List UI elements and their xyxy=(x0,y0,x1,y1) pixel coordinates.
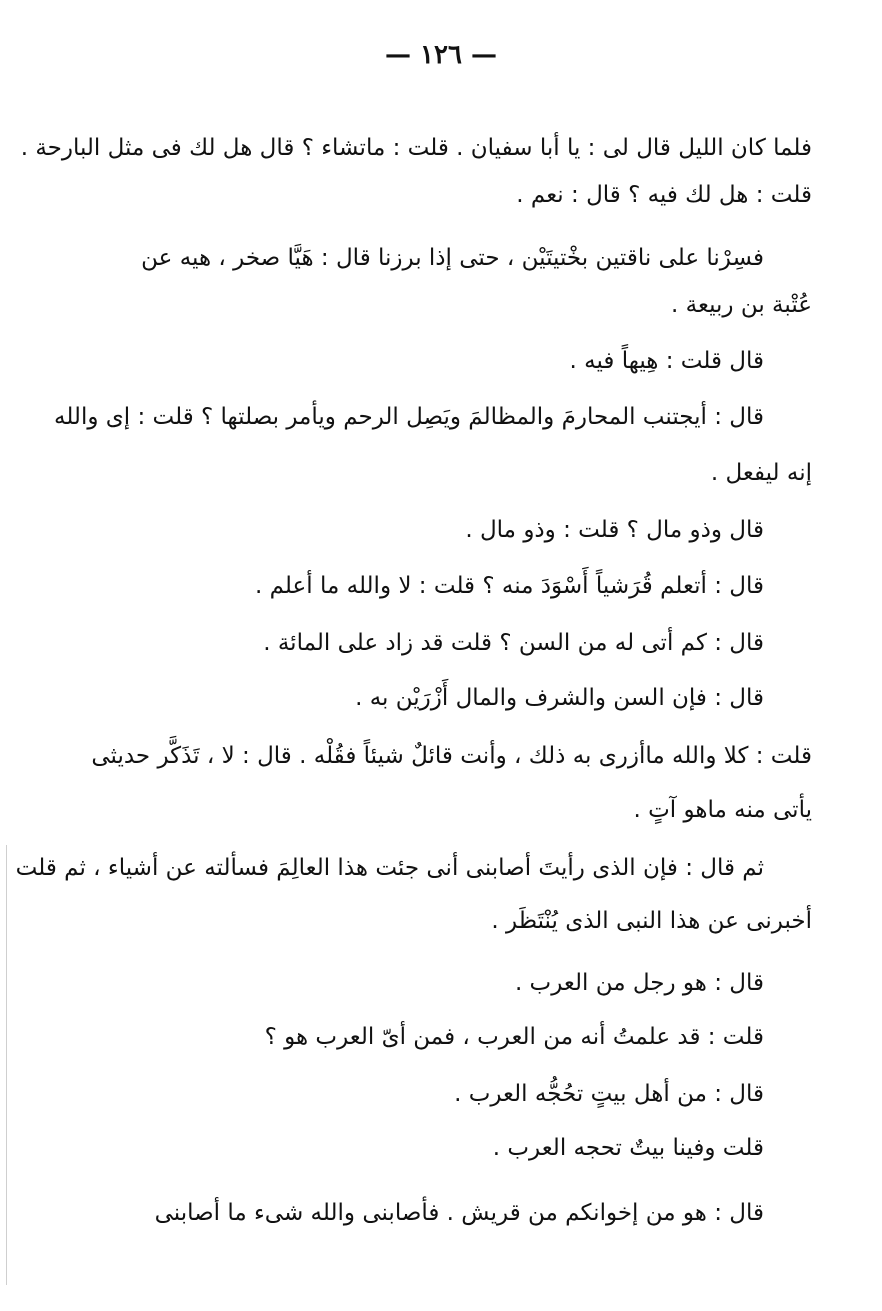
text-line: قلت : هل لك فيه ؟ قال : نعم . xyxy=(516,182,812,208)
text-line: قال : هو رجل من العرب . xyxy=(514,970,764,996)
text-line: قلت : قد علمتُ أنه من العرب ، فمن أىّ العرب هو ؟ xyxy=(264,1024,764,1050)
text-line: قلت : كلا والله ماأزرى به ذلك ، وأنت قائلٌ شيئاً فقُلْه . قال : لا ، تَذَكَّر حديثى xyxy=(91,743,812,769)
text-line: فسِرْنا على ناقتين بخْتيتَيْن ، حتى إذا برزنا قال : هَيَّا صخر ، هيه عن xyxy=(141,245,764,271)
text-line: عُتْبة بن ربيعة . xyxy=(671,292,812,318)
page-edge-line xyxy=(6,845,7,1285)
text-line: أخبرنى عن هذا النبى الذى يُنْتَظَر . xyxy=(491,908,812,934)
text-line: قال : كم أتى له من السن ؟ قلت قد زاد على المائة . xyxy=(263,630,764,656)
text-line: إنه ليفعل . xyxy=(710,460,812,486)
text-line: قال : هو من إخوانكم من قريش . فأصابنى والله شىء ما أصابنى xyxy=(154,1200,764,1226)
text-line: قال : أتعلم قُرَشياً أَسْوَدَ منه ؟ قلت : لا والله ما أعلم . xyxy=(255,573,764,599)
text-line: قال قلت : هِيهاً فيه . xyxy=(569,348,764,374)
text-line: قلت وفينا بيتٌ تحجه العرب . xyxy=(492,1135,764,1161)
text-line: يأتى منه ماهو آتٍ . xyxy=(633,797,812,823)
page-number: — ١٢٦ — xyxy=(384,40,498,70)
text-line: قال : أيجتنب المحارمَ والمظالمَ ويَصِل الرحم ويأمر بصلتها ؟ قلت : إى والله xyxy=(53,404,764,430)
text-line: ثم قال : فإن الذى رأيتَ أصابنى أنى جئت هذا العالِمَ فسألته عن أشياء ، ثم قلت xyxy=(15,855,764,881)
text-line: قال وذو مال ؟ قلت : وذو مال . xyxy=(465,517,764,543)
text-line: فلما كان الليل قال لى : يا أبا سفيان . قلت : ماتشاء ؟ قال هل لك فى مثل البارحة . xyxy=(20,135,812,161)
text-line: قال : من أهل بيتٍ تحُجُّه العرب . xyxy=(454,1081,764,1107)
text-line: قال : فإن السن والشرف والمال أَزْرَيْن به . xyxy=(355,685,764,711)
